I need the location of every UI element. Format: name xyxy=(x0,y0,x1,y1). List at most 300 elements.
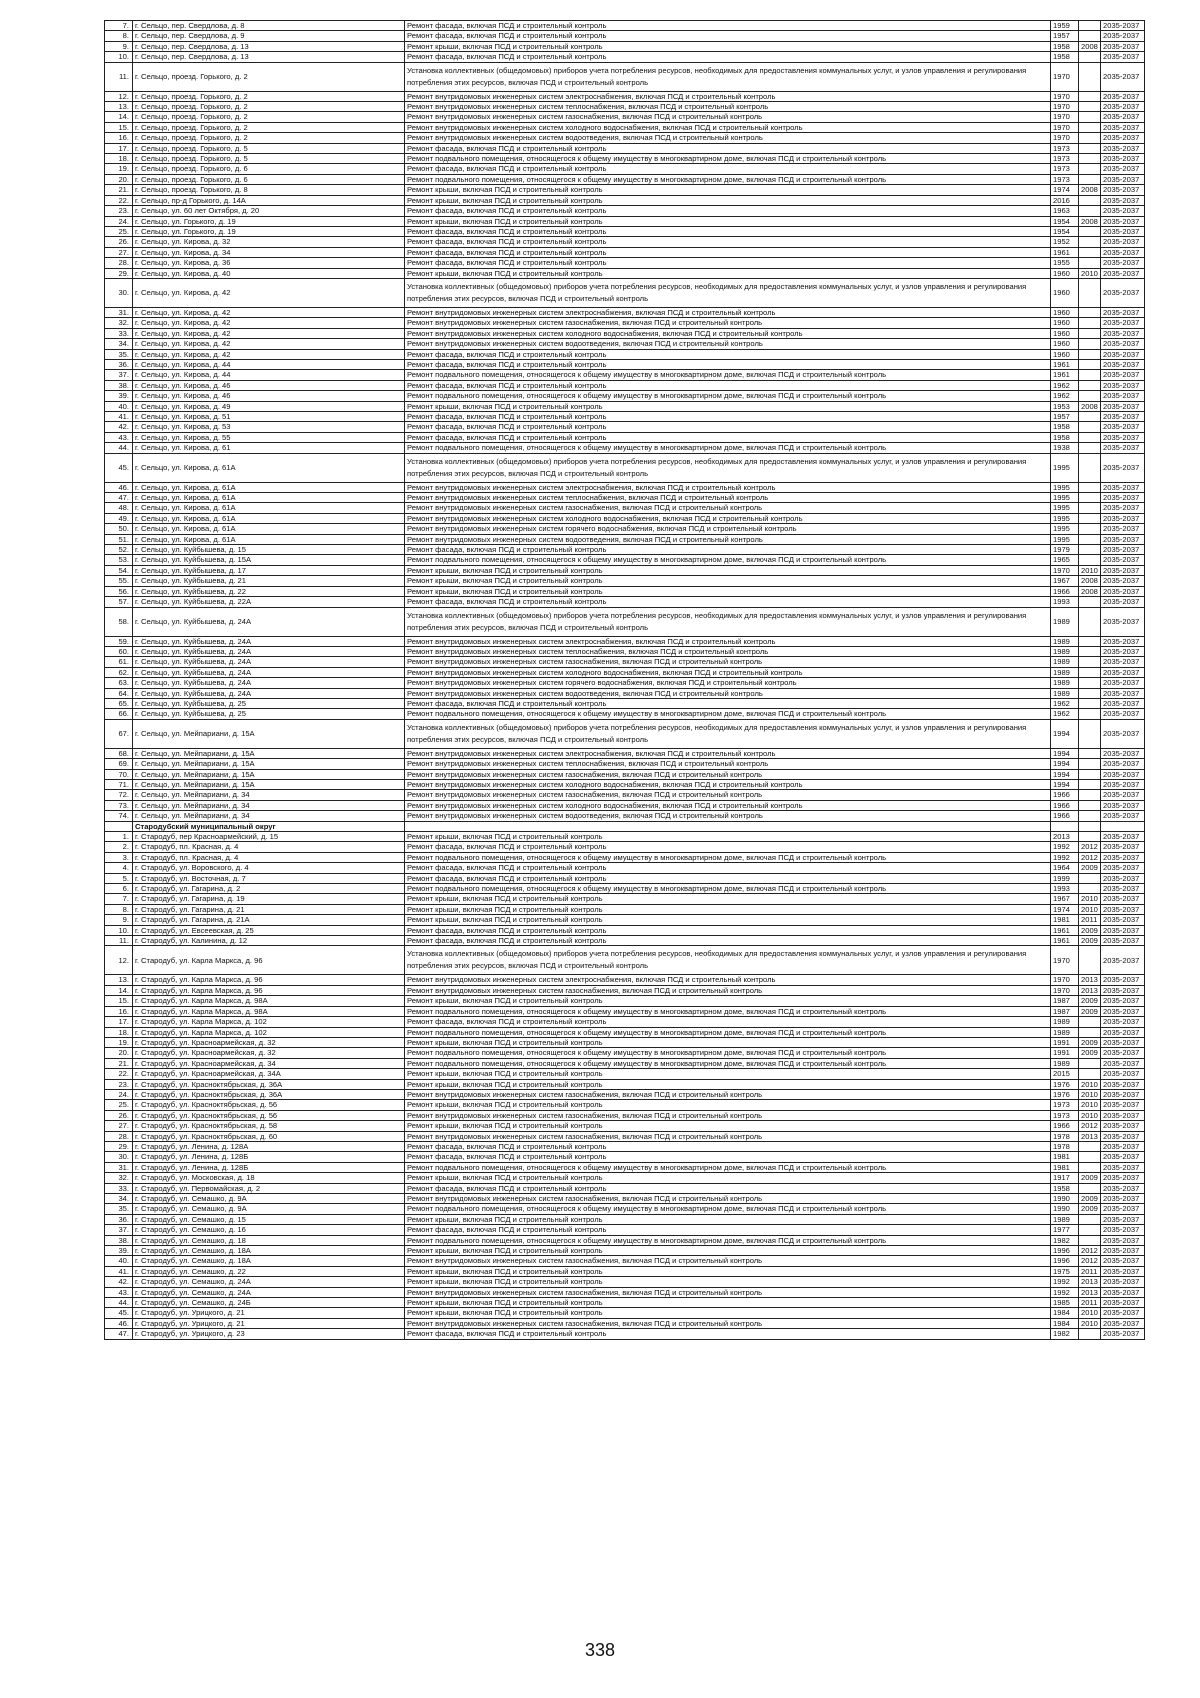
table-row xyxy=(105,975,1145,985)
table-body xyxy=(105,21,1145,1340)
work-type-cell: Ремонт фасада, включая ПСД и строительный контроль xyxy=(405,1183,1051,1193)
build-year-cell: 1970 xyxy=(1051,946,1079,975)
address-cell: г. Сельцо, ул. Кирова, д. 42 xyxy=(133,278,405,307)
planned-period-cell: 2035-2037 xyxy=(1101,884,1145,894)
work-type-cell: Ремонт фасада, включая ПСД и строительный контроль xyxy=(405,206,1051,216)
row-number-cell: 32. xyxy=(105,1173,133,1183)
work-type-cell: Ремонт подвального помещения, относящегося к общему имуществу в многоквартирном доме, включая ПСД и строительный контроль xyxy=(405,1058,1051,1068)
last-repair-year-cell xyxy=(1079,555,1101,565)
build-year-cell: 1975 xyxy=(1051,1266,1079,1276)
table-row xyxy=(105,1079,1145,1089)
build-year-cell: 1959 xyxy=(1051,21,1079,31)
build-year-cell: 1992 xyxy=(1051,1277,1079,1287)
work-type-cell: Ремонт фасада, включая ПСД и строительный контроль xyxy=(405,164,1051,174)
last-repair-year-cell: 2011 xyxy=(1079,1266,1101,1276)
table-row xyxy=(105,555,1145,565)
row-number-cell: 74. xyxy=(105,811,133,821)
row-number-cell: 28. xyxy=(105,1131,133,1141)
planned-period-cell: 2035-2037 xyxy=(1101,586,1145,596)
build-year-cell: 1966 xyxy=(1051,811,1079,821)
work-type-cell: Ремонт крыши, включая ПСД и строительный контроль xyxy=(405,216,1051,226)
address-cell: г. Стародуб, ул. Калинина, д. 12 xyxy=(133,936,405,946)
work-type-cell: Ремонт подвального помещения, относящегося к общему имуществу в многоквартирном доме, включая ПСД и строительный контроль xyxy=(405,709,1051,719)
planned-period-cell: 2035-2037 xyxy=(1101,759,1145,769)
work-type-cell: Ремонт внутридомовых инженерных систем газоснабжения, включая ПСД и строительный контроль xyxy=(405,112,1051,122)
table-row xyxy=(105,698,1145,708)
row-number-cell: 19. xyxy=(105,164,133,174)
work-type-cell: Ремонт внутридомовых инженерных систем газоснабжения, включая ПСД и строительный контроль xyxy=(405,790,1051,800)
row-number-cell: 47. xyxy=(105,1329,133,1339)
planned-period-cell: 2035-2037 xyxy=(1101,1017,1145,1027)
build-year-cell: 1995 xyxy=(1051,534,1079,544)
planned-period-cell: 2035-2037 xyxy=(1101,503,1145,513)
build-year-cell: 1989 xyxy=(1051,1027,1079,1037)
address-cell: г. Стародуб, ул. Семашко, д. 9А xyxy=(133,1204,405,1214)
address-cell: г. Стародуб, ул. Красноктябрьская, д. 56 xyxy=(133,1110,405,1120)
last-repair-year-cell xyxy=(1079,719,1101,748)
planned-period-cell: 2035-2037 xyxy=(1101,102,1145,112)
planned-period-cell: 2035-2037 xyxy=(1101,1037,1145,1047)
last-repair-year-cell xyxy=(1079,946,1101,975)
address-cell: г. Стародуб, ул. Воровского, д. 4 xyxy=(133,863,405,873)
address-cell: г. Сельцо, проезд. Горького, д. 5 xyxy=(133,143,405,153)
planned-period-cell: 2035-2037 xyxy=(1101,1048,1145,1058)
work-type-cell: Ремонт внутридомовых инженерных систем водоотведения, включая ПСД и строительный контроль xyxy=(405,534,1051,544)
row-number-cell: 20. xyxy=(105,174,133,184)
planned-period-cell: 2035-2037 xyxy=(1101,667,1145,677)
build-year-cell: 1979 xyxy=(1051,545,1079,555)
address-cell: г. Сельцо, ул. Куйбышева, д. 25 xyxy=(133,709,405,719)
last-repair-year-cell xyxy=(1079,380,1101,390)
row-number-cell: 45. xyxy=(105,453,133,482)
planned-period-cell: 2035-2037 xyxy=(1101,555,1145,565)
build-year-cell: 1963 xyxy=(1051,206,1079,216)
planned-period-cell: 2035-2037 xyxy=(1101,443,1145,453)
planned-period-cell: 2035-2037 xyxy=(1101,534,1145,544)
table-row xyxy=(105,719,1145,748)
planned-period-cell: 2035-2037 xyxy=(1101,1110,1145,1120)
last-repair-year-cell xyxy=(1079,1069,1101,1079)
table-row xyxy=(105,1131,1145,1141)
last-repair-year-cell xyxy=(1079,91,1101,101)
row-number-cell: 44. xyxy=(105,1298,133,1308)
address-cell: г. Сельцо, ул. Кирова, д. 44 xyxy=(133,359,405,369)
planned-period-cell: 2035-2037 xyxy=(1101,1121,1145,1131)
last-repair-year-cell xyxy=(1079,503,1101,513)
build-year-cell: 1974 xyxy=(1051,904,1079,914)
row-number-cell: 30. xyxy=(105,278,133,307)
table-row xyxy=(105,349,1145,359)
table-row xyxy=(105,1141,1145,1151)
work-type-cell xyxy=(405,821,1051,831)
last-repair-year-cell xyxy=(1079,873,1101,883)
build-year-cell: 1965 xyxy=(1051,555,1079,565)
table-row xyxy=(105,1194,1145,1204)
row-number-cell: 70. xyxy=(105,769,133,779)
table-row xyxy=(105,164,1145,174)
address-cell: г. Сельцо, ул. Мейпариани, д. 15А xyxy=(133,779,405,789)
address-cell: г. Сельцо, ул. Кирова, д. 46 xyxy=(133,391,405,401)
planned-period-cell: 2035-2037 xyxy=(1101,852,1145,862)
build-year-cell: 1989 xyxy=(1051,657,1079,667)
planned-period-cell: 2035-2037 xyxy=(1101,1183,1145,1193)
work-type-cell: Ремонт крыши, включая ПСД и строительный контроль xyxy=(405,996,1051,1006)
planned-period-cell: 2035-2037 xyxy=(1101,164,1145,174)
build-year-cell: 1973 xyxy=(1051,1100,1079,1110)
row-number-cell: 14. xyxy=(105,112,133,122)
table-row xyxy=(105,339,1145,349)
table-row xyxy=(105,391,1145,401)
work-type-cell: Ремонт внутридомовых инженерных систем водоотведения, включая ПСД и строительный контроль xyxy=(405,133,1051,143)
address-cell: г. Сельцо, ул. Кирова, д. 49 xyxy=(133,401,405,411)
address-cell: г. Стародуб, ул. Карла Маркса, д. 98А xyxy=(133,1006,405,1016)
build-year-cell: 1991 xyxy=(1051,1048,1079,1058)
row-number-cell: 35. xyxy=(105,349,133,359)
address-cell: г. Сельцо, ул. Кирова, д. 46 xyxy=(133,380,405,390)
row-number-cell: 48. xyxy=(105,503,133,513)
planned-period-cell: 2035-2037 xyxy=(1101,607,1145,636)
last-repair-year-cell xyxy=(1079,800,1101,810)
build-year-cell: 1966 xyxy=(1051,1121,1079,1131)
row-number-cell: 69. xyxy=(105,759,133,769)
build-year-cell: 1973 xyxy=(1051,143,1079,153)
last-repair-year-cell xyxy=(1079,811,1101,821)
work-type-cell: Ремонт внутридомовых инженерных систем холодного водоснабжения, включая ПСД и строительный контроль xyxy=(405,513,1051,523)
build-year-cell: 1917 xyxy=(1051,1173,1079,1183)
row-number-cell: 17. xyxy=(105,143,133,153)
planned-period-cell: 2035-2037 xyxy=(1101,996,1145,1006)
last-repair-year-cell xyxy=(1079,339,1101,349)
work-type-cell: Ремонт подвального помещения, относящегося к общему имуществу в многоквартирном доме, включая ПСД и строительный контроль xyxy=(405,1048,1051,1058)
work-type-cell: Установка коллективных (общедомовых) приборов учета потребления ресурсов, необходимых для предоставления коммунальных услуг, и узлов управления и регулирования потребления этих ресурсов, включая ПСД и строительный контроль xyxy=(405,278,1051,307)
last-repair-year-cell: 2009 xyxy=(1079,1194,1101,1204)
build-year-cell: 1970 xyxy=(1051,122,1079,132)
build-year-cell: 1989 xyxy=(1051,607,1079,636)
last-repair-year-cell xyxy=(1079,688,1101,698)
build-year-cell: 1994 xyxy=(1051,748,1079,758)
last-repair-year-cell: 2009 xyxy=(1079,1204,1101,1214)
address-cell: г. Сельцо, ул. Мейпариани, д. 15А xyxy=(133,719,405,748)
last-repair-year-cell xyxy=(1079,318,1101,328)
table-row xyxy=(105,237,1145,247)
planned-period-cell: 2035-2037 xyxy=(1101,21,1145,31)
last-repair-year-cell xyxy=(1079,237,1101,247)
row-number-cell: 73. xyxy=(105,800,133,810)
build-year-cell: 1991 xyxy=(1051,1037,1079,1047)
table-row xyxy=(105,821,1145,831)
last-repair-year-cell xyxy=(1079,412,1101,422)
address-cell: г. Сельцо, ул. Куйбышева, д. 21 xyxy=(133,576,405,586)
table-row xyxy=(105,1204,1145,1214)
row-number-cell: 54. xyxy=(105,565,133,575)
work-type-cell: Ремонт внутридомовых инженерных систем газоснабжения, включая ПСД и строительный контроль xyxy=(405,1287,1051,1297)
row-number-cell: 15. xyxy=(105,122,133,132)
planned-period-cell: 2035-2037 xyxy=(1101,278,1145,307)
address-cell: г. Стародуб, ул. Карла Маркса, д. 96 xyxy=(133,985,405,995)
work-type-cell: Ремонт фасада, включая ПСД и строительный контроль xyxy=(405,936,1051,946)
address-cell: г. Стародуб, ул. Красноктябрьская, д. 36А xyxy=(133,1079,405,1089)
planned-period-cell: 2035-2037 xyxy=(1101,237,1145,247)
last-repair-year-cell xyxy=(1079,884,1101,894)
work-type-cell: Ремонт подвального помещения, относящегося к общему имуществу в многоквартирном доме, включая ПСД и строительный контроль xyxy=(405,391,1051,401)
work-type-cell: Ремонт крыши, включая ПСД и строительный контроль xyxy=(405,1308,1051,1318)
address-cell: г. Сельцо, проезд. Горького, д. 8 xyxy=(133,185,405,195)
table-row xyxy=(105,133,1145,143)
address-cell: г. Сельцо, ул. Кирова, д. 42 xyxy=(133,307,405,317)
row-number-cell: 37. xyxy=(105,370,133,380)
table-row xyxy=(105,432,1145,442)
build-year-cell: 1989 xyxy=(1051,1017,1079,1027)
last-repair-year-cell: 2009 xyxy=(1079,863,1101,873)
table-row xyxy=(105,1266,1145,1276)
planned-period-cell: 2035-2037 xyxy=(1101,1235,1145,1245)
address-cell: г. Сельцо, пер. Свердлова, д. 13 xyxy=(133,52,405,62)
last-repair-year-cell: 2012 xyxy=(1079,852,1101,862)
address-cell: г. Сельцо, проезд. Горького, д. 5 xyxy=(133,154,405,164)
row-number-cell: 50. xyxy=(105,524,133,534)
address-cell: г. Стародуб, пл. Красная, д. 4 xyxy=(133,842,405,852)
row-number-cell: 52. xyxy=(105,545,133,555)
row-number-cell: 42. xyxy=(105,422,133,432)
build-year-cell: 2015 xyxy=(1051,1069,1079,1079)
last-repair-year-cell: 2008 xyxy=(1079,216,1101,226)
build-year-cell: 1970 xyxy=(1051,133,1079,143)
row-number-cell: 24. xyxy=(105,1089,133,1099)
planned-period-cell: 2035-2037 xyxy=(1101,748,1145,758)
build-year-cell: 1970 xyxy=(1051,975,1079,985)
row-number-cell: 11. xyxy=(105,936,133,946)
table-row xyxy=(105,258,1145,268)
work-type-cell: Ремонт фасада, включая ПСД и строительный контроль xyxy=(405,842,1051,852)
work-type-cell: Установка коллективных (общедомовых) приборов учета потребления ресурсов, необходимых для предоставления коммунальных услуг, и узлов управления и регулирования потребления этих ресурсов, включая ПСД и строительный контроль xyxy=(405,607,1051,636)
last-repair-year-cell xyxy=(1079,1017,1101,1027)
table-row xyxy=(105,1183,1145,1193)
planned-period-cell: 2035-2037 xyxy=(1101,1204,1145,1214)
build-year-cell: 1960 xyxy=(1051,268,1079,278)
address-cell: г. Стародуб, ул. Первомайская, д. 2 xyxy=(133,1183,405,1193)
row-number-cell: 67. xyxy=(105,719,133,748)
planned-period-cell: 2035-2037 xyxy=(1101,1131,1145,1141)
row-number-cell: 35. xyxy=(105,1204,133,1214)
row-number-cell: 21. xyxy=(105,1058,133,1068)
table-row xyxy=(105,842,1145,852)
build-year-cell: 1962 xyxy=(1051,709,1079,719)
page-number: 338 xyxy=(584,1640,616,1660)
address-cell: г. Стародуб, ул. Урицкого, д. 23 xyxy=(133,1329,405,1339)
address-cell: г. Сельцо, пер. Свердлова, д. 8 xyxy=(133,21,405,31)
repair-program-table xyxy=(104,20,1145,1340)
work-type-cell: Ремонт крыши, включая ПСД и строительный контроль xyxy=(405,1069,1051,1079)
table-row xyxy=(105,1329,1145,1339)
address-cell: г. Сельцо, ул. Кирова, д. 61А xyxy=(133,503,405,513)
address-cell: г. Стародуб, ул. Евсеевская, д. 25 xyxy=(133,925,405,935)
table-row xyxy=(105,1308,1145,1318)
address-cell: г. Стародуб, ул. Карла Маркса, д. 96 xyxy=(133,975,405,985)
address-cell: г. Сельцо, ул. Куйбышева, д. 17 xyxy=(133,565,405,575)
planned-period-cell: 2035-2037 xyxy=(1101,268,1145,278)
last-repair-year-cell xyxy=(1079,1162,1101,1172)
planned-period-cell: 2035-2037 xyxy=(1101,1152,1145,1162)
work-type-cell: Ремонт фасада, включая ПСД и строительный контроль xyxy=(405,422,1051,432)
planned-period-cell: 2035-2037 xyxy=(1101,863,1145,873)
row-number-cell: 60. xyxy=(105,646,133,656)
row-number-cell: 32. xyxy=(105,318,133,328)
build-year-cell: 1960 xyxy=(1051,328,1079,338)
address-cell: г. Сельцо, ул. Мейпариани, д. 15А xyxy=(133,748,405,758)
row-number-cell: 25. xyxy=(105,226,133,236)
planned-period-cell: 2035-2037 xyxy=(1101,1027,1145,1037)
address-cell: г. Сельцо, ул. Кирова, д. 61А xyxy=(133,482,405,492)
row-number-cell: 22. xyxy=(105,1069,133,1079)
row-number-cell: 68. xyxy=(105,748,133,758)
last-repair-year-cell xyxy=(1079,247,1101,257)
row-number-cell: 27. xyxy=(105,1121,133,1131)
row-number-cell: 13. xyxy=(105,102,133,112)
build-year-cell: 1989 xyxy=(1051,1058,1079,1068)
address-cell: г. Сельцо, ул. Кирова, д. 61А xyxy=(133,493,405,503)
build-year-cell: 1989 xyxy=(1051,678,1079,688)
work-type-cell: Ремонт фасада, включая ПСД и строительный контроль xyxy=(405,21,1051,31)
work-type-cell: Ремонт подвального помещения, относящегося к общему имуществу в многоквартирном доме, включая ПСД и строительный контроль xyxy=(405,443,1051,453)
table-row xyxy=(105,576,1145,586)
work-type-cell: Ремонт внутридомовых инженерных систем горячего водоснабжения, включая ПСД и строительный контроль xyxy=(405,524,1051,534)
work-type-cell: Ремонт внутридомовых инженерных систем водоотведения, включая ПСД и строительный контроль xyxy=(405,339,1051,349)
table-row xyxy=(105,894,1145,904)
row-number-cell: 11. xyxy=(105,62,133,91)
address-cell: г. Сельцо, проезд. Горького, д. 2 xyxy=(133,112,405,122)
address-cell: г. Сельцо, ул. 60 лет Октября, д. 20 xyxy=(133,206,405,216)
last-repair-year-cell xyxy=(1079,453,1101,482)
planned-period-cell: 2035-2037 xyxy=(1101,328,1145,338)
table-row xyxy=(105,216,1145,226)
last-repair-year-cell xyxy=(1079,422,1101,432)
last-repair-year-cell xyxy=(1079,164,1101,174)
table-row xyxy=(105,915,1145,925)
work-type-cell: Ремонт внутридомовых инженерных систем водоотведения, включая ПСД и строительный контроль xyxy=(405,811,1051,821)
planned-period-cell: 2035-2037 xyxy=(1101,769,1145,779)
last-repair-year-cell xyxy=(1079,1183,1101,1193)
work-type-cell: Ремонт внутридомовых инженерных систем газоснабжения, включая ПСД и строительный контроль xyxy=(405,985,1051,995)
last-repair-year-cell: 2010 xyxy=(1079,1318,1101,1328)
address-cell: г. Сельцо, ул. Кирова, д. 51 xyxy=(133,412,405,422)
table-row xyxy=(105,91,1145,101)
table-row xyxy=(105,873,1145,883)
address-cell: г. Сельцо, ул. Куйбышева, д. 22 xyxy=(133,586,405,596)
last-repair-year-cell: 2011 xyxy=(1079,1298,1101,1308)
table-row xyxy=(105,800,1145,810)
table-row xyxy=(105,482,1145,492)
address-cell: г. Сельцо, ул. Кирова, д. 53 xyxy=(133,422,405,432)
planned-period-cell: 2035-2037 xyxy=(1101,545,1145,555)
row-number-cell: 9. xyxy=(105,915,133,925)
address-cell: г. Сельцо, ул. Куйбышева, д. 22А xyxy=(133,597,405,607)
work-type-cell: Ремонт внутридомовых инженерных систем газоснабжения, включая ПСД и строительный контроль xyxy=(405,1131,1051,1141)
table-row xyxy=(105,359,1145,369)
build-year-cell: 1970 xyxy=(1051,62,1079,91)
build-year-cell: 1976 xyxy=(1051,1089,1079,1099)
table-row xyxy=(105,401,1145,411)
build-year-cell: 2016 xyxy=(1051,195,1079,205)
table-row xyxy=(105,565,1145,575)
last-repair-year-cell: 2008 xyxy=(1079,41,1101,51)
table-row xyxy=(105,657,1145,667)
planned-period-cell: 2035-2037 xyxy=(1101,698,1145,708)
row-number-cell: 26. xyxy=(105,237,133,247)
planned-period-cell: 2035-2037 xyxy=(1101,678,1145,688)
build-year-cell: 1995 xyxy=(1051,524,1079,534)
build-year-cell: 1978 xyxy=(1051,1131,1079,1141)
build-year-cell: 1984 xyxy=(1051,1318,1079,1328)
row-number-cell: 10. xyxy=(105,52,133,62)
address-cell: Стародубский муниципальный округ xyxy=(133,821,405,831)
work-type-cell: Ремонт крыши, включая ПСД и строительный контроль xyxy=(405,268,1051,278)
table-row xyxy=(105,1287,1145,1297)
last-repair-year-cell: 2010 xyxy=(1079,268,1101,278)
row-number-cell: 2. xyxy=(105,842,133,852)
last-repair-year-cell xyxy=(1079,779,1101,789)
planned-period-cell: 2035-2037 xyxy=(1101,359,1145,369)
row-number-cell: 8. xyxy=(105,31,133,41)
planned-period-cell: 2035-2037 xyxy=(1101,1298,1145,1308)
build-year-cell: 1970 xyxy=(1051,112,1079,122)
table-row xyxy=(105,318,1145,328)
work-type-cell: Ремонт фасада, включая ПСД и строительный контроль xyxy=(405,1141,1051,1151)
address-cell: г. Стародуб, ул. Семашко, д. 24А xyxy=(133,1287,405,1297)
table-row xyxy=(105,185,1145,195)
planned-period-cell: 2035-2037 xyxy=(1101,873,1145,883)
address-cell: г. Стародуб, ул. Гагарина, д. 19 xyxy=(133,894,405,904)
address-cell: г. Сельцо, проезд. Горького, д. 6 xyxy=(133,174,405,184)
address-cell: г. Сельцо, ул. Кирова, д. 40 xyxy=(133,268,405,278)
work-type-cell: Ремонт фасада, включая ПСД и строительный контроль xyxy=(405,1225,1051,1235)
row-number-cell: 59. xyxy=(105,636,133,646)
last-repair-year-cell: 2013 xyxy=(1079,1131,1101,1141)
last-repair-year-cell: 2009 xyxy=(1079,936,1101,946)
planned-period-cell: 2035-2037 xyxy=(1101,1079,1145,1089)
planned-period-cell: 2035-2037 xyxy=(1101,597,1145,607)
work-type-cell: Ремонт крыши, включая ПСД и строительный контроль xyxy=(405,894,1051,904)
address-cell: г. Сельцо, ул. Кирова, д. 42 xyxy=(133,349,405,359)
build-year-cell: 1970 xyxy=(1051,985,1079,995)
last-repair-year-cell: 2010 xyxy=(1079,1308,1101,1318)
work-type-cell: Установка коллективных (общедомовых) приборов учета потребления ресурсов, необходимых для предоставления коммунальных услуг, и узлов управления и регулирования потребления этих ресурсов, включая ПСД и строительный контроль xyxy=(405,946,1051,975)
last-repair-year-cell: 2012 xyxy=(1079,842,1101,852)
last-repair-year-cell xyxy=(1079,1027,1101,1037)
work-type-cell: Ремонт внутридомовых инженерных систем холодного водоснабжения, включая ПСД и строительный контроль xyxy=(405,328,1051,338)
planned-period-cell: 2035-2037 xyxy=(1101,206,1145,216)
work-type-cell: Ремонт внутридомовых инженерных систем газоснабжения, включая ПСД и строительный контроль xyxy=(405,769,1051,779)
work-type-cell: Ремонт подвального помещения, относящегося к общему имуществу в многоквартирном доме, включая ПСД и строительный контроль xyxy=(405,1162,1051,1172)
build-year-cell: 1994 xyxy=(1051,719,1079,748)
table-row xyxy=(105,1277,1145,1287)
work-type-cell: Ремонт внутридомовых инженерных систем газоснабжения, включая ПСД и строительный контроль xyxy=(405,318,1051,328)
build-year-cell: 1982 xyxy=(1051,1329,1079,1339)
planned-period-cell: 2035-2037 xyxy=(1101,401,1145,411)
build-year-cell: 1966 xyxy=(1051,800,1079,810)
row-number-cell: 6. xyxy=(105,884,133,894)
table-row xyxy=(105,174,1145,184)
planned-period-cell: 2035-2037 xyxy=(1101,216,1145,226)
last-repair-year-cell xyxy=(1079,258,1101,268)
row-number-cell: 29. xyxy=(105,268,133,278)
last-repair-year-cell xyxy=(1079,678,1101,688)
address-cell: г. Сельцо, ул. Куйбышева, д. 24А xyxy=(133,657,405,667)
build-year-cell: 1938 xyxy=(1051,443,1079,453)
last-repair-year-cell xyxy=(1079,133,1101,143)
address-cell: г. Стародуб, ул. Урицкого, д. 21 xyxy=(133,1308,405,1318)
row-number-cell xyxy=(105,821,133,831)
row-number-cell: 39. xyxy=(105,391,133,401)
